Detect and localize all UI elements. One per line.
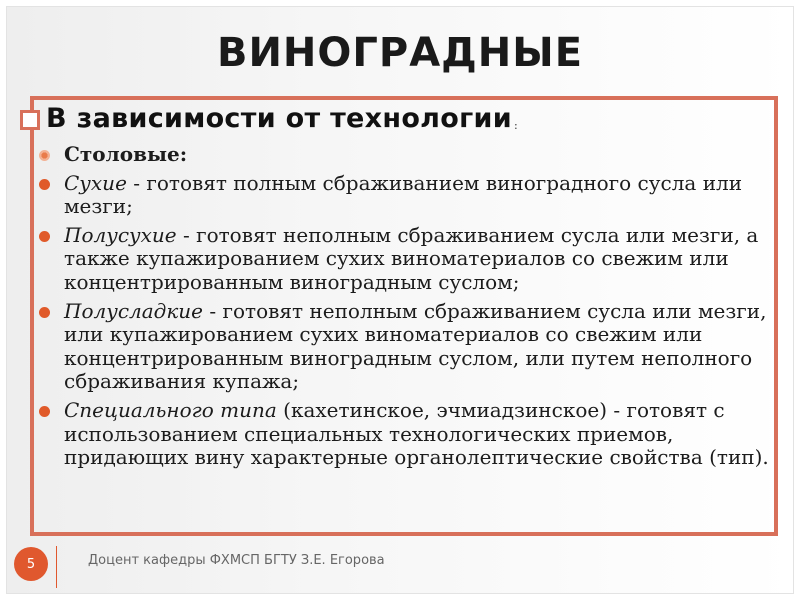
item-term: Полусладкие — [64, 298, 204, 323]
item-text: - готовят полным сбраживанием виноградного сусла или мезги; — [64, 170, 743, 219]
item-text: - готовят неполным сбраживанием сусла или мезги, а также купажированием сухих виноматериалов со свежим или концентрированным виноградным суслом; — [64, 222, 759, 294]
item-text: (кахетинское, эчмиадзинское) - готовят с использованием специальных технологических приемов, придающих вину характерные органолептические свойства (тип). — [64, 397, 769, 470]
item-term: Специального типа — [64, 397, 277, 422]
circle-bullet-icon — [39, 307, 50, 318]
slide-title: ВИНОГРАДНЫЕ — [216, 30, 584, 76]
footer-divider — [56, 546, 57, 588]
slide-subtitle: В зависимости от технологии — [46, 102, 512, 134]
subtitle-row — [20, 98, 518, 138]
item-heading: Столовые: — [64, 142, 188, 166]
square-bullet-icon — [20, 110, 40, 130]
list-item — [38, 172, 774, 219]
list-item — [38, 300, 774, 394]
circle-bullet-icon — [39, 231, 50, 242]
subtitle-colon: : — [513, 118, 518, 132]
circle-bullet-icon — [39, 150, 50, 161]
list-item — [38, 143, 774, 167]
bullet-list — [38, 143, 774, 475]
list-item — [38, 224, 774, 295]
list-item — [38, 399, 774, 470]
item-text: - готовят неполным сбраживанием сусла или мезги, или купажированием сухих виноматериалов со свежим или концентрированным виноградным суслом, или путем неполного сбраживания купажа; — [64, 298, 767, 394]
page-number-badge: 5 — [14, 547, 48, 581]
footer-text: Доцент кафедры ФХМСП БГТУ З.Е. Егорова — [88, 553, 385, 568]
circle-bullet-icon — [39, 179, 50, 190]
circle-bullet-icon — [39, 406, 50, 417]
item-term: Полусухие — [64, 222, 177, 247]
item-term: Сухие — [64, 170, 127, 195]
